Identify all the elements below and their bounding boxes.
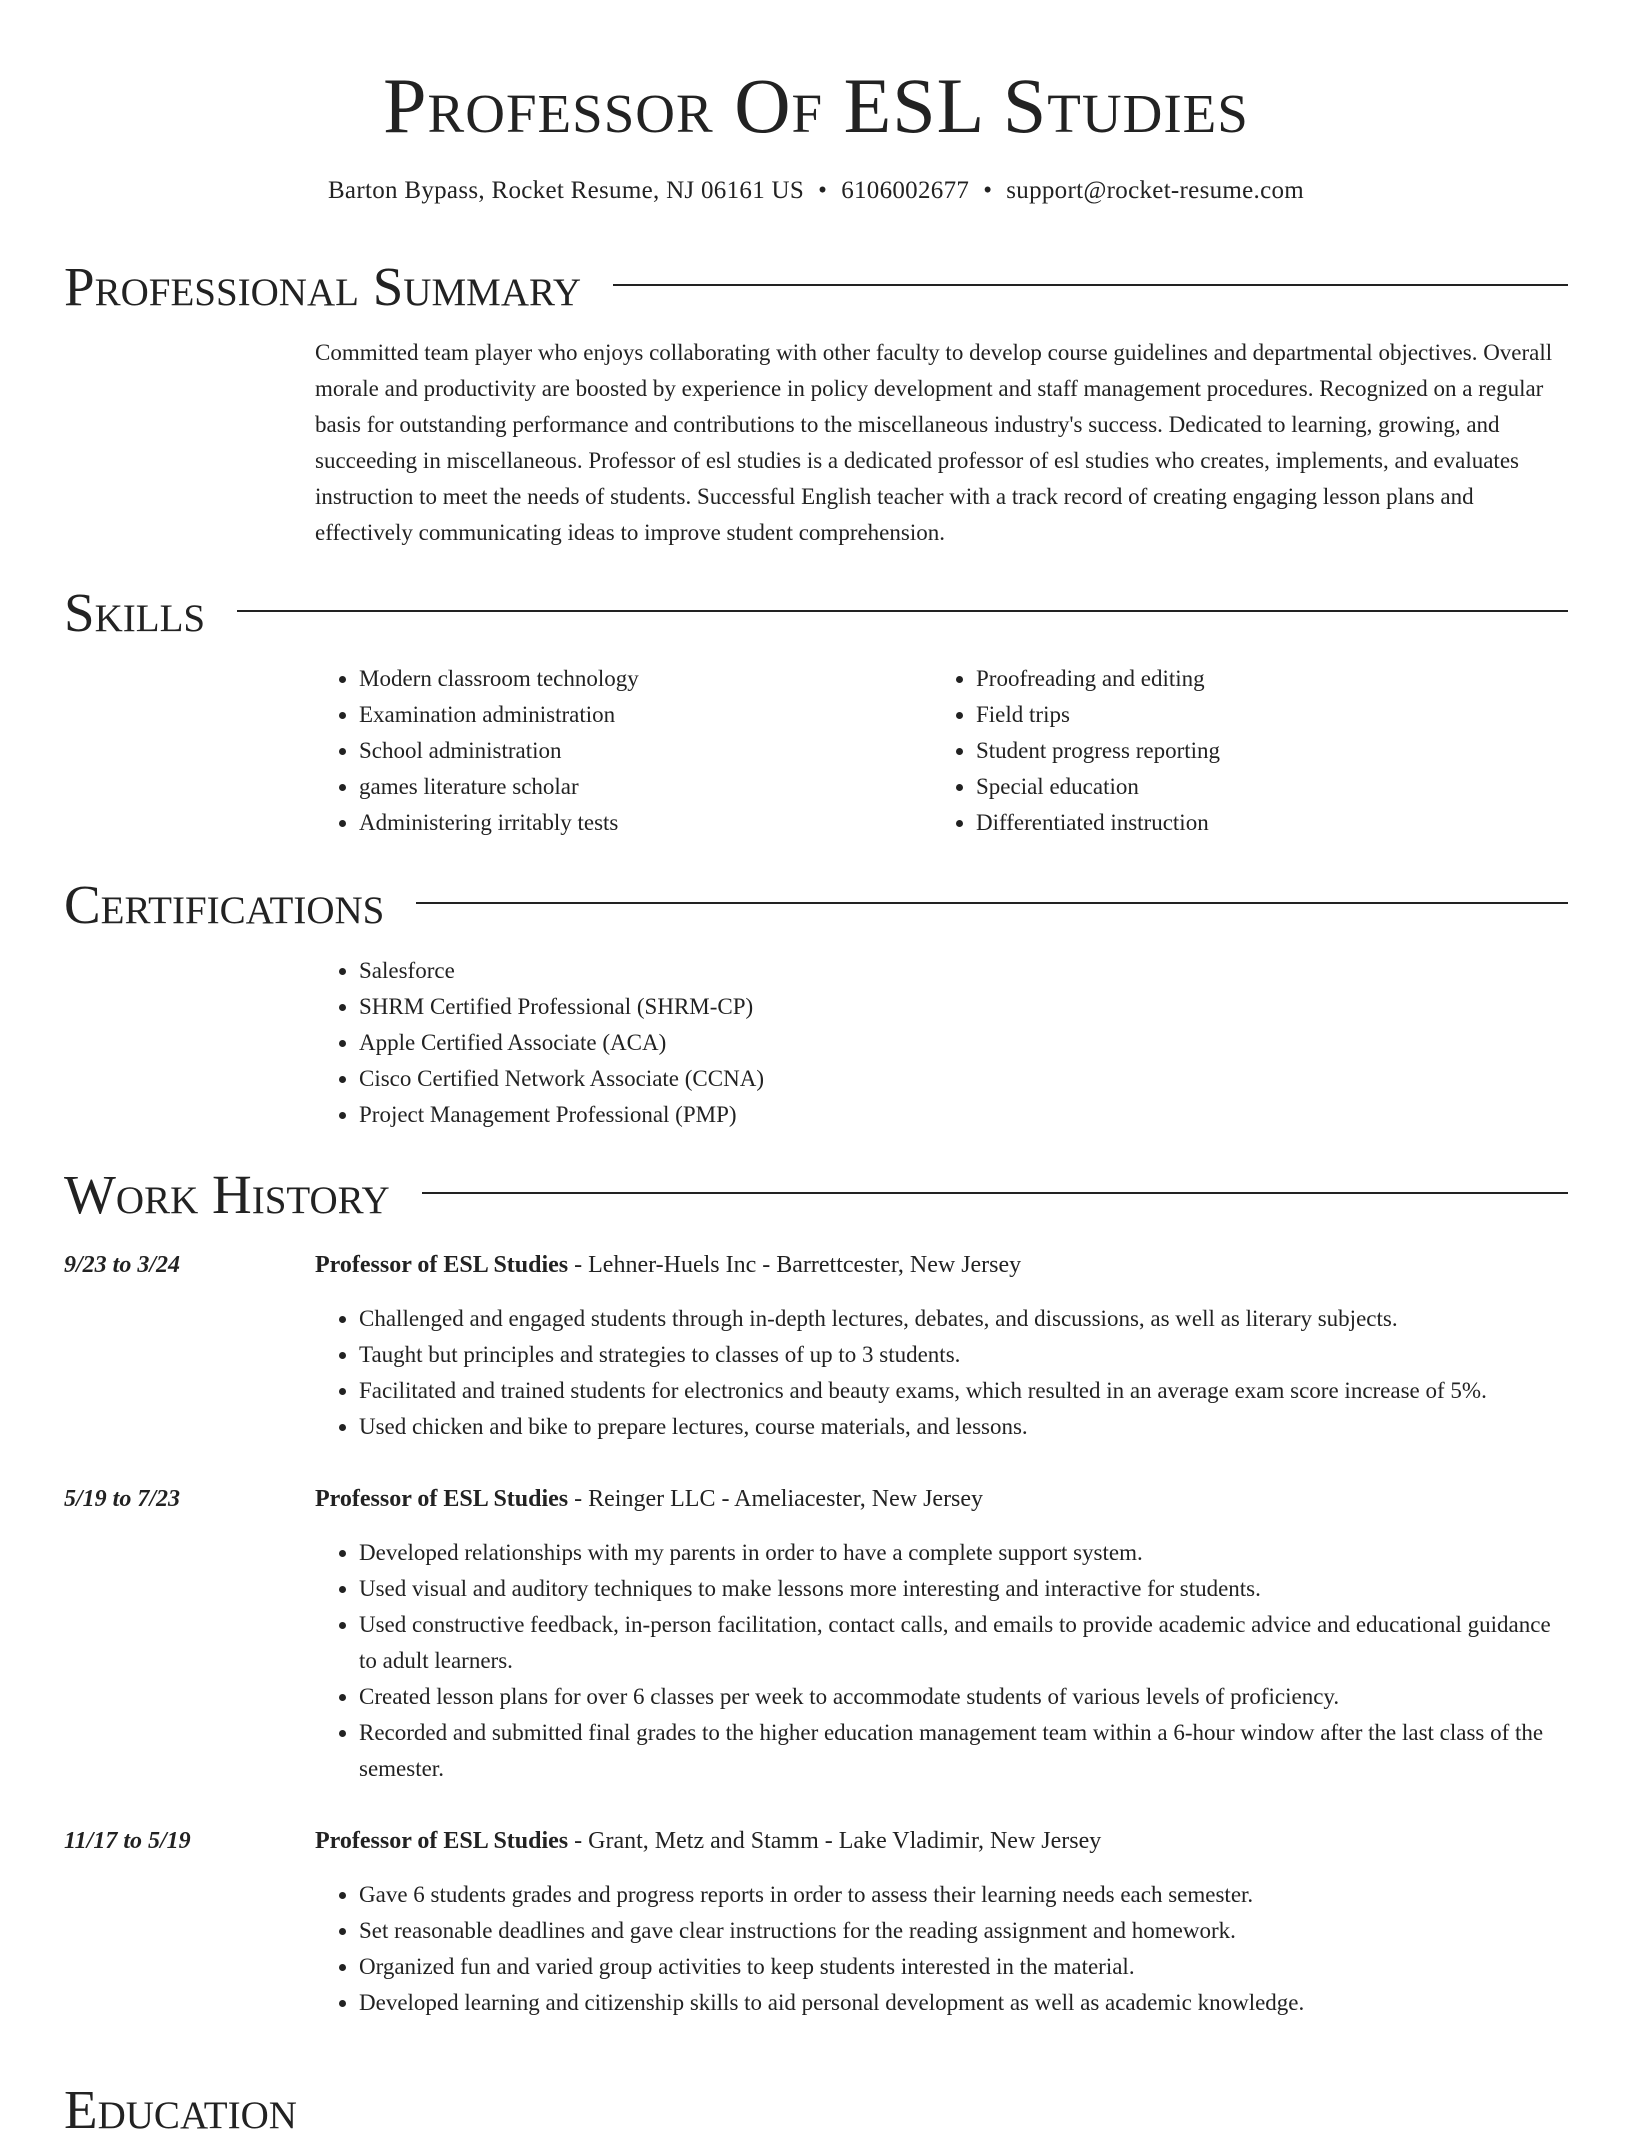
section-divider xyxy=(613,284,1568,286)
contact-email: support@rocket-resume.com xyxy=(1006,177,1305,204)
section-header xyxy=(64,875,1568,935)
summary-body xyxy=(315,335,1568,551)
section-header xyxy=(64,257,1568,317)
resume-name: Professor Of ESL Studies xyxy=(383,62,1249,149)
skill-item: • Differentiated instruction xyxy=(976,805,1549,841)
job-title: Professor of ESL Studies xyxy=(315,1486,569,1512)
job-employer: - Grant, Metz and Stamm - Lake Vladimir, New Jersey xyxy=(568,1828,1102,1854)
certification-item: • SHRM Certified Professional (SHRM-CP) xyxy=(359,989,1568,1025)
job-heading xyxy=(315,1481,1568,1517)
job-bullets xyxy=(315,1535,1568,1787)
contact-separator: • xyxy=(818,177,828,204)
education-section xyxy=(64,2080,1568,2140)
section-title: Education xyxy=(64,2079,297,2140)
job-bullets xyxy=(315,1301,1568,1445)
job-dates: 5/19 to 7/23 xyxy=(64,1486,181,1512)
job-bullet: • Facilitated and trained students for electronics and beauty exams, which resulted in an average exam score increase of 5%. xyxy=(359,1373,1568,1409)
job-entry xyxy=(64,1247,1568,1445)
skills-list-right xyxy=(932,661,1549,841)
job-employer: - Lehner-Huels Inc - Barrettcester, New Jersey xyxy=(568,1252,1022,1278)
contact-phone: 6106002677 xyxy=(841,177,970,204)
job-entry xyxy=(64,1481,1568,1787)
section-title: Skills xyxy=(64,582,206,643)
job-bullet: • Set reasonable deadlines and gave clear instructions for the reading assignment and homework. xyxy=(359,1913,1568,1949)
skill-item: • Examination administration xyxy=(359,697,932,733)
section-divider xyxy=(422,1192,1568,1194)
skill-item: • games literature scholar xyxy=(359,769,932,805)
skills-body xyxy=(315,661,1568,841)
section-title: Work History xyxy=(64,1164,390,1225)
job-bullet: • Challenged and engaged students through in-depth lectures, debates, and discussions, as well as literary subjects. xyxy=(359,1301,1568,1337)
job-heading xyxy=(315,1823,1568,1859)
section-title: Professional Summary xyxy=(64,256,582,317)
section-header xyxy=(64,1165,1568,1225)
job-dates: 9/23 to 3/24 xyxy=(64,1252,181,1278)
job-bullet: • Used visual and auditory techniques to make lessons more interesting and interactive for students. xyxy=(359,1571,1568,1607)
job-dates: 11/17 to 5/19 xyxy=(64,1828,191,1854)
section-divider xyxy=(416,902,1568,904)
summary-text: Committed team player who enjoys collaborating with other faculty to develop course guidelines and departmental objectives. Overall morale and productivity are boosted by experience in policy development and staff management procedures. Recognized on a regular basis for outstanding performance and contributions to the miscellaneous industry's success. Dedicated to learning, growing, and succeeding in miscellaneous. Professor of esl studies is a dedicated professor of esl studies who creates, implements, and evaluates instruction to meet the needs of students. Successful English teacher with a track record of creating engaging lesson plans and effectively communicating ideas to improve student comprehension. xyxy=(315,340,1553,545)
skills-section xyxy=(64,583,1568,841)
job-bullet: • Organized fun and varied group activities to keep students interested in the material. xyxy=(359,1949,1568,1985)
certifications-body xyxy=(315,953,1568,1133)
job-title: Professor of ESL Studies xyxy=(315,1828,569,1854)
certification-item: • Cisco Certified Network Associate (CCNA) xyxy=(359,1061,1568,1097)
section-header xyxy=(64,583,1568,643)
certification-item: • Apple Certified Associate (ACA) xyxy=(359,1025,1568,1061)
job-bullet: • Developed relationships with my parents in order to have a complete support system. xyxy=(359,1535,1568,1571)
job-bullet: • Developed learning and citizenship skills to aid personal development as well as academic knowledge. xyxy=(359,1985,1568,2021)
job-title: Professor of ESL Studies xyxy=(315,1252,569,1278)
work-history-section xyxy=(64,1165,1568,2021)
job-heading xyxy=(315,1247,1568,1283)
job-entry xyxy=(64,1823,1568,2021)
skill-item: • School administration xyxy=(359,733,932,769)
job-bullet: • Used constructive feedback, in-person facilitation, contact calls, and emails to provide academic advice and educational guidance to adult learners. xyxy=(359,1607,1568,1679)
job-bullet: • Taught but principles and strategies to classes of up to 3 students. xyxy=(359,1337,1568,1373)
summary-section xyxy=(64,257,1568,551)
contact-address: Barton Bypass, Rocket Resume, NJ 06161 US xyxy=(327,177,805,204)
skill-item: • Student progress reporting xyxy=(976,733,1549,769)
job-bullets xyxy=(315,1877,1568,2021)
job-bullet: • Recorded and submitted final grades to the higher education management team within a 6-hour window after the last class of the semester. xyxy=(359,1715,1568,1787)
certification-item: • Salesforce xyxy=(359,953,1568,989)
contact-separator: • xyxy=(983,177,993,204)
job-bullet: • Gave 6 students grades and progress reports in order to assess their learning needs each semester. xyxy=(359,1877,1568,1913)
certification-item: • Project Management Professional (PMP) xyxy=(359,1097,1568,1133)
certifications-list xyxy=(315,953,1568,1133)
certifications-section xyxy=(64,875,1568,1133)
skill-item: • Modern classroom technology xyxy=(359,661,932,697)
skill-item: • Administering irritably tests xyxy=(359,805,932,841)
job-bullet: • Used chicken and bike to prepare lectures, course materials, and lessons. xyxy=(359,1409,1568,1445)
skill-item: • Field trips xyxy=(976,697,1549,733)
job-employer: - Reinger LLC - Ameliacester, New Jersey xyxy=(568,1486,984,1512)
skills-grid xyxy=(315,661,1568,841)
section-title: Certifications xyxy=(64,874,385,935)
section-divider xyxy=(237,610,1568,612)
skill-item: • Proofreading and editing xyxy=(976,661,1549,697)
contact-line xyxy=(64,174,1568,208)
section-header xyxy=(64,2080,1568,2140)
job-bullet: • Created lesson plans for over 6 classes per week to accommodate students of various levels of proficiency. xyxy=(359,1679,1568,1715)
skill-item: • Special education xyxy=(976,769,1549,805)
skills-list-left xyxy=(315,661,932,841)
resume-page xyxy=(64,0,1568,2140)
